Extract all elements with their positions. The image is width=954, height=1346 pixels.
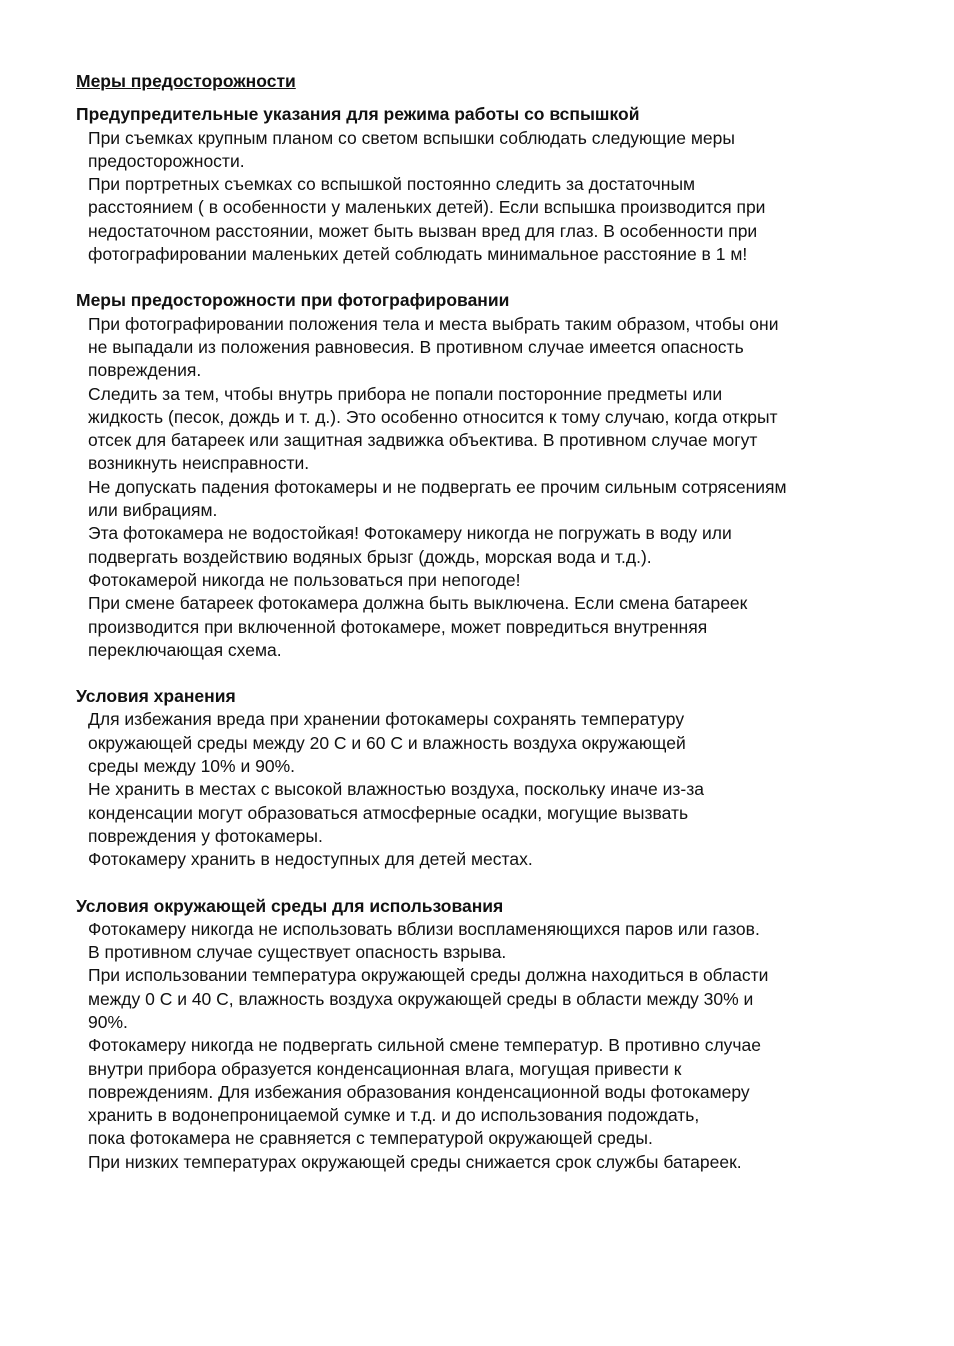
paragraph: Следить за тем, чтобы внутрь прибора не попали посторонние предметы или жидкость (песок, дождь и т. д.). Это особенно относится к тому случаю, когда открыт отсек для батареек или защитная задвижка объектива. В противном случае могут возникнуть неисправности. (88, 383, 778, 474)
paragraph: При смене батареек фотокамера должна быть выключена. Если смена батареек производится при включенной фотокамере, может повредиться внутренняя переключающая схема. (88, 593, 748, 660)
page-title: Меры предосторожности (76, 71, 296, 91)
paragraph: Не хранить в местах с высокой влажностью воздуха, поскольку иначе из-за конденсации могут образоваться атмосферные осадки, могущие вызвать повреждения у фотокамеры. (88, 779, 705, 846)
section-photography-precautions (76, 289, 896, 662)
section-heading: Меры предосторожности при фотографировании (76, 290, 510, 311)
section-flash-warnings (76, 103, 896, 266)
paragraph: Фотокамеру никогда не подвергать сильной смене температур. В противно случае внутри прибора образуется конденсационная влага, могущая привести к повреждениям. Для избежания образования конденсационной воды фотокамеру хранить в водонепроницаемой сумке и т.д. и до использования подождать, пока фотокамера не сравняется с температурой окружающей среды. (88, 1035, 762, 1149)
document-page (76, 70, 896, 1174)
section-heading: Предупредительные указания для режима работы со вспышкой (76, 104, 640, 125)
paragraph: Не допускать падения фотокамеры и не подвергать ее прочим сильным сотрясениям или вибрациям. (88, 476, 787, 521)
paragraph: При портретных съемках со вспышкой постоянно следить за достаточным расстоянием ( в особенности у маленьких детей). Если вспышка производится при недостаточном расстоянии, может быть вызван вред для глаз. В особенности при фотографировании маленьких детей соблюдать минимальное расстояние в 1 м! (88, 174, 766, 265)
section-heading: Условия окружающей среды для использования (76, 895, 504, 916)
paragraph: Для избежания вреда при хранении фотокамеры сохранять температуру окружающей среды между 20 С и 60 С и влажность воздуха окружающей среды между 10% и 90%. (88, 709, 686, 777)
paragraph: Эта фотокамера не водостойкая! Фотокамеру никогда не погружать в воду или подвергать воздействию водяных брызг (дождь, морская вода и т.д.). (88, 523, 732, 567)
paragraph: Фотокамеру хранить в недоступных для детей местах. (88, 849, 533, 870)
paragraph: При низких температурах окружающей среды снижается срок службы батареек. (88, 1151, 742, 1172)
paragraph: При съемках крупным планом со светом вспышки соблюдать следующие меры предосторожности. (88, 127, 735, 171)
section-operating-environment (76, 895, 896, 1175)
paragraph: При фотографировании положения тела и места выбрать таким образом, чтобы они не выпадали из положения равновесия. В противном случае имеется опасность повреждения. (88, 313, 779, 381)
paragraph: При использовании температура окружающей среды должна находиться в области между 0 С и 40 С, влажность воздуха окружающей среды в области между 30% и 90%. (88, 965, 769, 1032)
section-heading: Условия хранения (76, 686, 236, 707)
paragraph: Фотокамеру никогда не использовать вблизи воспламеняющихся паров или газов. В противном случае существует опасность взрыва. (88, 918, 760, 963)
paragraph: Фотокамерой никогда не пользоваться при непогоде! (88, 569, 521, 590)
section-storage-conditions (76, 685, 896, 871)
